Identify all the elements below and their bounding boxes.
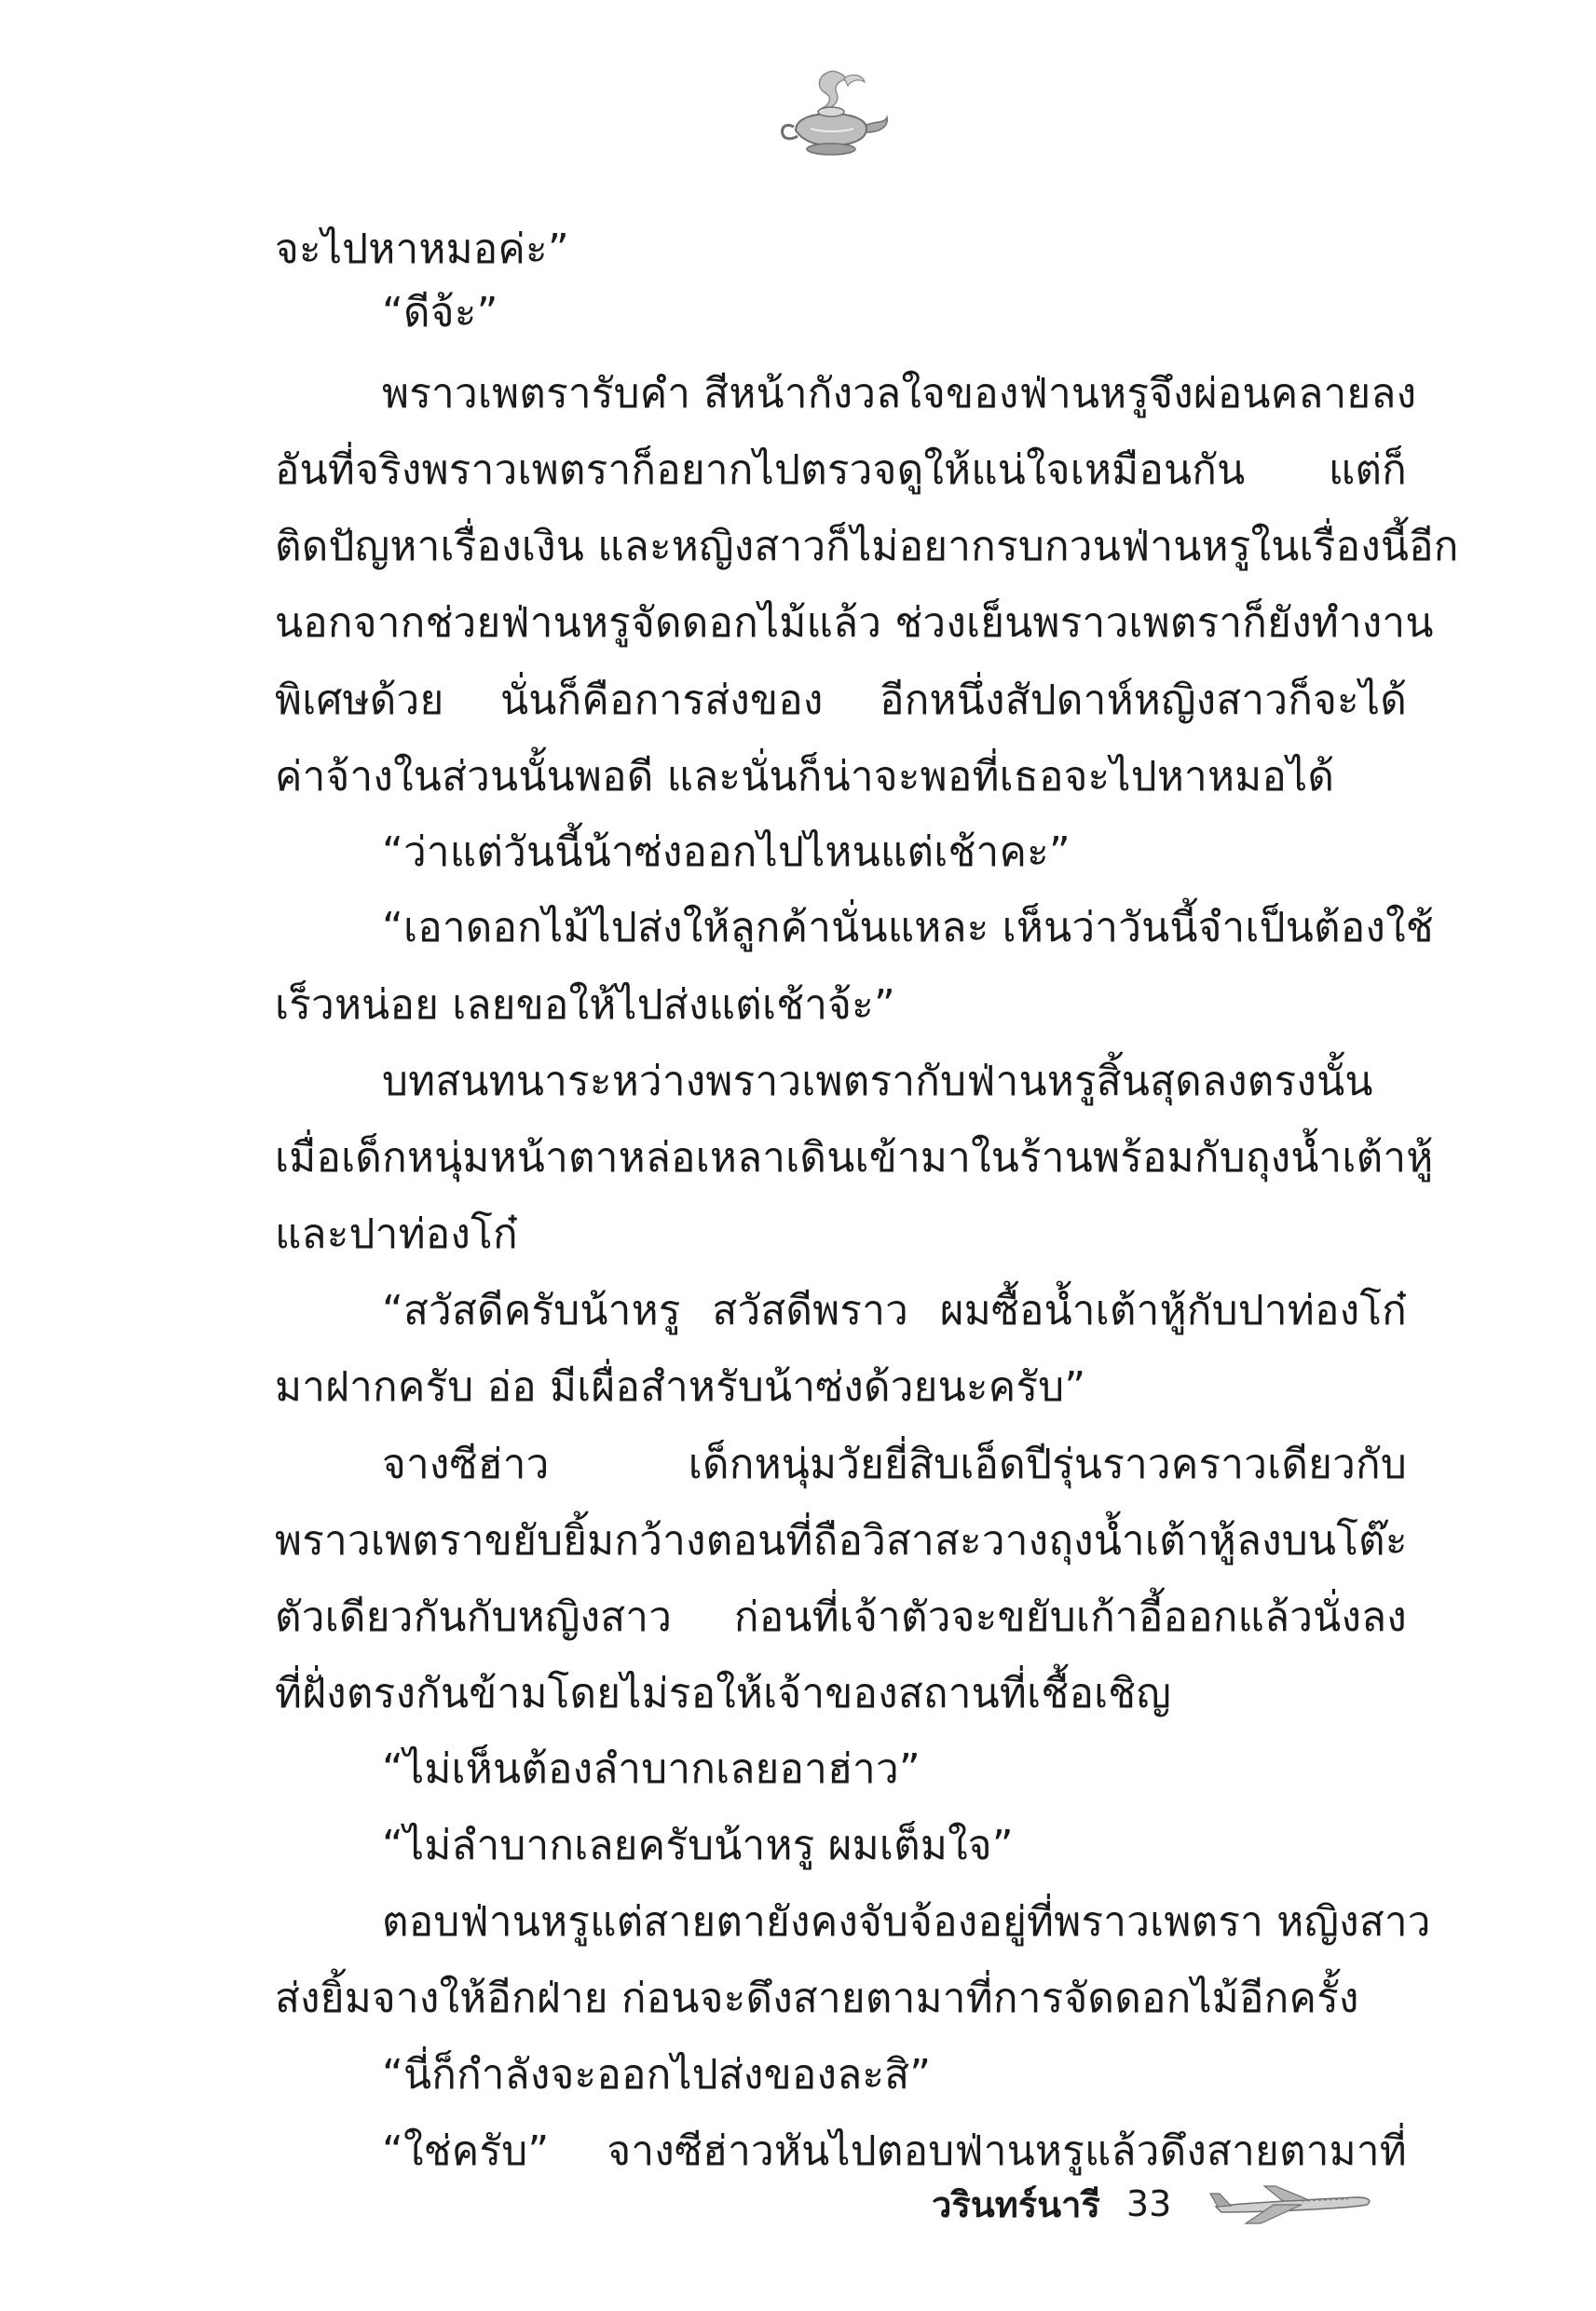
text-line: “ไม่ลำบากเลยครับน้าหรู ผมเต็มใจ” bbox=[382, 1822, 1014, 1869]
text-line: “เอาดอกไม้ไปส่งให้ลูกค้านั่นแหละ เห็นว่าวันนี้จำเป็นต้องใช้ bbox=[382, 904, 1434, 951]
text-line: ที่ฝั่งตรงกันข้ามโดยไม่รอให้เจ้าของสถานที่เชื้อเชิญ bbox=[275, 1670, 1172, 1717]
text-line: ส่งยิ้มจางให้อีกฝ่าย ก่อนจะดึงสายตามาที่การจัดดอกไม้อีกครั้ง bbox=[275, 1975, 1359, 2022]
text-line: ติดปัญหาเรื่องเงิน และหญิงสาวก็ไม่อยากรบกวนฟ่านหรูในเรื่องนี้อีก bbox=[275, 523, 1459, 570]
text-line: “ดีจ้ะ” bbox=[382, 289, 498, 336]
text-line: จะไปหาหมอค่ะ” bbox=[275, 226, 569, 273]
text-line: “ใช่ครับ” จางซีฮ่าวหันไปตอบฟ่านหรูแล้วดึงสายตามาที่ bbox=[382, 2127, 1407, 2175]
text-line: เมื่อเด็กหนุ่มหน้าตาหล่อเหลาเดินเข้ามาในร้านพร้อมกับถุงน้ำเต้าหู้ bbox=[275, 1134, 1434, 1182]
airplane-icon bbox=[1208, 2181, 1376, 2227]
text-line: เร็วหน่อย เลยขอให้ไปส่งแต่เช้าจ้ะ” bbox=[275, 981, 895, 1029]
text-line: พิเศษด้วย นั่นก็คือการส่งของ อีกหนึ่งสัปดาห์หญิงสาวก็จะได้ bbox=[275, 677, 1407, 724]
page-number: 33 bbox=[1125, 2183, 1172, 2224]
text-line: และปาท่องโก๋ bbox=[275, 1210, 518, 1258]
text-line: ค่าจ้างในส่วนนั้นพอดี และนั่นก็น่าจะพอที่เธอจะไปหาหมอได้ bbox=[275, 753, 1335, 800]
text-line: ตอบฟ่านหรูแต่สายตายังคงจับจ้องอยู่ที่พราวเพตรา หญิงสาว bbox=[382, 1898, 1431, 1946]
book-title: วรินทร์นารี bbox=[932, 2183, 1100, 2225]
text-line: จางซีฮ่าว เด็กหนุ่มวัยยี่สิบเอ็ดปีรุ่นราวคราวเดียวกับ bbox=[382, 1441, 1407, 1488]
text-line: มาฝากครับ อ่อ มีเผื่อสำหรับน้าซ่งด้วยนะครับ” bbox=[275, 1363, 1086, 1411]
page-footer bbox=[932, 2176, 1376, 2232]
text-line: ตัวเดียวกันกับหญิงสาว ก่อนที่เจ้าตัวจะขยับเก้าอี้ออกแล้วนั่งลง bbox=[275, 1593, 1407, 1641]
text-line: นอกจากช่วยฟ่านหรูจัดดอกไม้แล้ว ช่วงเย็นพราวเพตราก็ยังทำงาน bbox=[275, 599, 1434, 647]
text-line: อันที่จริงพราวเพตราก็อยากไปตรวจดูให้แน่ใจเหมือนกัน แต่ก็ bbox=[275, 446, 1407, 494]
text-line: “ว่าแต่วันนี้น้าซ่งออกไปไหนแต่เช้าคะ” bbox=[382, 828, 1071, 876]
text-line: “นี่ก็กำลังจะออกไปส่งของละสิ” bbox=[382, 2051, 932, 2099]
text-line: บทสนทนาระหว่างพราวเพตรากับฟ่านหรูสิ้นสุดลงตรงนั้น bbox=[382, 1058, 1373, 1105]
text-line: พราวเพตรารับคำ สีหน้ากังวลใจของฟ่านหรูจึงผ่อนคลายลง bbox=[382, 370, 1417, 417]
text-line: “ไม่เห็นต้องลำบากเลยอาฮ่าว” bbox=[382, 1745, 921, 1793]
text-line: พราวเพตราขยับยิ้มกว้างตอนที่ถือวิสาสะวางถุงน้ำเต้าหู้ลงบนโต๊ะ bbox=[275, 1517, 1408, 1565]
text-line: “สวัสดีครับน้าหรู สวัสดีพราว ผมซื้อน้ำเต้าหู้กับปาท่องโก๋ bbox=[382, 1287, 1407, 1334]
